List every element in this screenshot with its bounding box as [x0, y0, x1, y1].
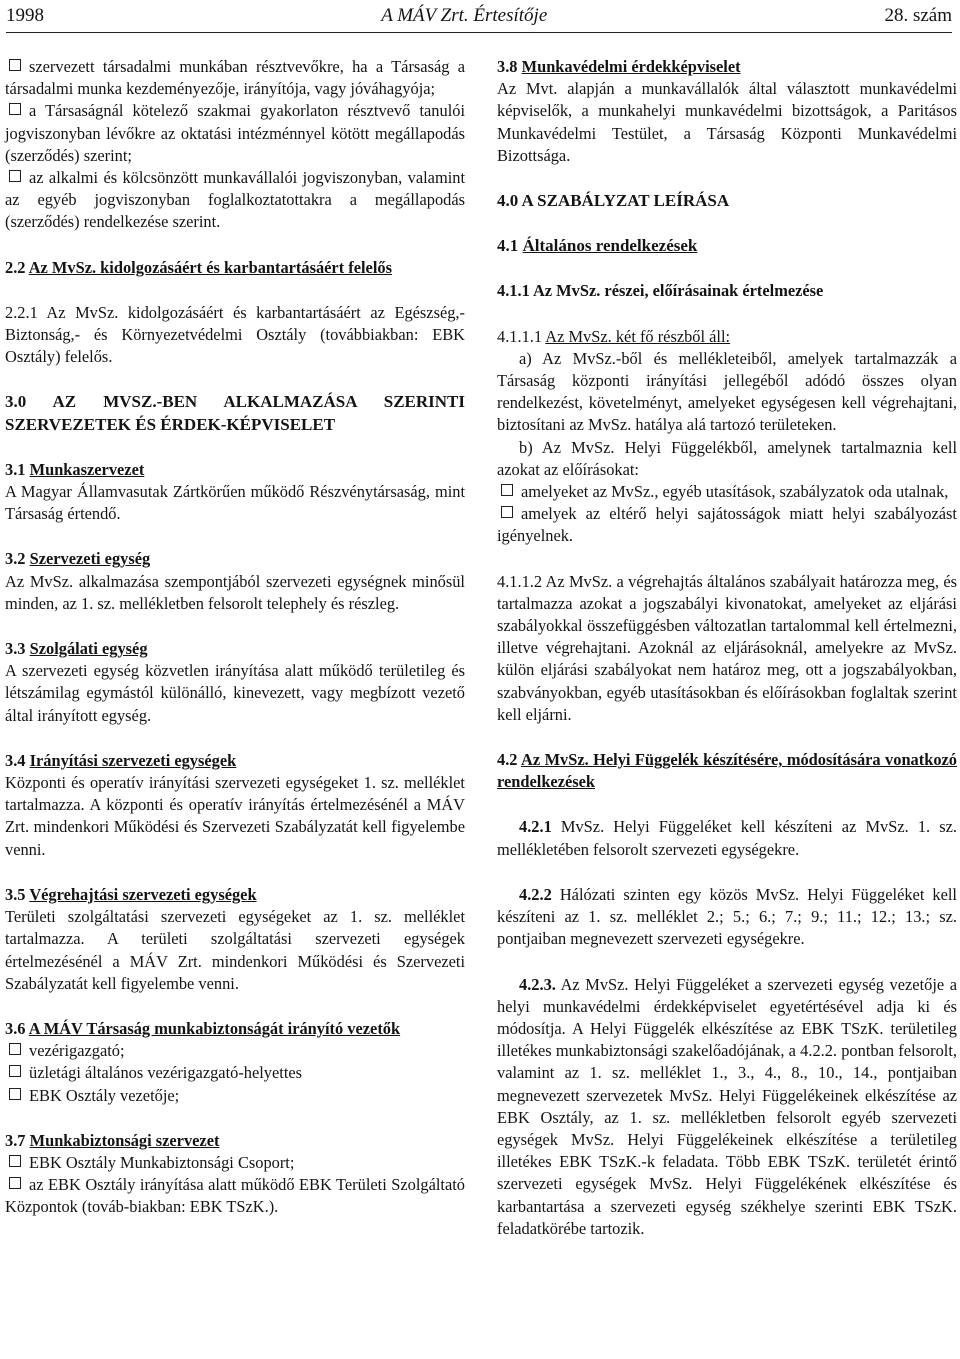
- bullet-list-scope: [5, 56, 465, 234]
- section-heading: 3.3 Szolgálati egység: [5, 639, 148, 659]
- paragraph: 4.2.3. Az MvSz. Helyi Függeléket a szervezeti egység vezetője a helyi munkavédelmi érdekképviselet egyetértésével adja ki és módosítja. A Helyi Függelék elkészítése az EBK TSzK. területileg illetékes munkabiztonsági szakelőadójának, a 4.2.2. pontban felsorolt, valamint az 1. sz. melléklet 1., 3., 4., 8., 10., 14., pontjaiban megnevezett szervezetek MvSz. Helyi Függelékeinek elkészítése az EBK Osztály, az 1. sz. mellékletben felsorolt egyéb szervezeti egységek MvSz. Helyi Függelékeinek elkészítése a területileg illetékes EBK TSzK.-k feladata. Több EBK TSzK. területét érintő szervezeti egységek MvSz. Helyi Függelékének elkészítése és karbantartása a szervezeti egység székhelye szerinti EBK TSzK. feladatkörébe tartozik.: [497, 974, 957, 1238]
- issue-number: 28. szám: [884, 5, 952, 26]
- paragraph: Területi szolgáltatási szervezeti egységeket az 1. sz. melléklet tartalmazza. A területi szolgáltatási szervezeti egységek értelmezésénél a MÁV Zrt. mindenkori Működési és Szervezeti Szabályzatát kell figyelembe venni.: [5, 907, 465, 993]
- section-3-0: [5, 391, 465, 435]
- checkbox-bullet-icon: [9, 170, 21, 182]
- checkbox-bullet-icon: [9, 1177, 21, 1189]
- page-number: 1998: [6, 5, 44, 26]
- section-4-1-1-1: [497, 326, 957, 548]
- paragraph: a) Az MvSz.-ből és mellékleteiből, amelyek tartalmazzák a Társaság központi irányítási jellegéből adódó összes olyan rendelkezést, követelményt, amelyeket egységesen kell végrehajtani, biztosítani az MvSz. hatálya alá tartozó területeken.: [497, 348, 957, 435]
- section-4-2: [497, 749, 957, 793]
- section-4-0: [497, 190, 957, 212]
- list-item: vezérigazgató;: [5, 1040, 465, 1062]
- list-item: amelyeket az MvSz., egyéb utasítások, szabályzatok oda utalnak,: [497, 481, 957, 503]
- section-heading: 4.2 Az MvSz. Helyi Függelék készítésére, módosítására vonatkozó rendelkezések: [497, 750, 957, 792]
- section-3-8: [497, 56, 957, 167]
- section-3-6: [5, 1018, 465, 1107]
- list-item: az alkalmi és kölcsönzött munkavállalói jogviszonyban, valamint az egyéb jogviszonyban foglalkoztatottakra a megállapodás (szerződés) rendelkezése szerint.: [5, 168, 465, 232]
- section-heading: 3.7 Munkabiztonsági szervezet: [5, 1130, 220, 1150]
- paragraph: 2.2.1 Az MvSz. kidolgozásáért és karbantartásáért az Egészség,- Biztonság,- és Környezetvédelmi Osztály (továbbiakban: EBK Osztály) felelős.: [5, 302, 465, 367]
- section-3-1: [5, 459, 465, 526]
- page-header: [6, 0, 952, 33]
- section-4-1-1: [497, 280, 957, 302]
- paragraph: 4.2.1 MvSz. Helyi Függeléket kell készíteni az MvSz. 1. sz. mellékletében felsorolt szervezeti egységekre.: [497, 817, 957, 859]
- section-heading: 4.1.1 Az MvSz. részei, előírásainak értelmezése: [497, 281, 824, 301]
- paragraph: 4.1.1.2 Az MvSz. a végrehajtás általános szabályait határozza meg, és tartalmazza azokat a jogszabályi kivonatokat, amelyeket az eljárási szabályokkal összefüggésben változatlan tartalommal kell értelmezni, illetve végrehajtani. Azoknál az eljárásoknál, amelyekre az MvSz. külön eljárási szabályokat nem határoz meg, ott a jogszabályokban, szabványokban, egyéb utasításokban és előírásokban foglaltak szerint kell eljárni.: [497, 571, 957, 724]
- paragraph: b) Az MvSz. Helyi Függelékből, amelynek tartalmaznia kell azokat az előírásokat:: [497, 437, 957, 479]
- list-item: üzletági általános vezérigazgató-helyettes: [5, 1062, 465, 1084]
- paragraph: Az MvSz. alkalmazása szempontjából szervezeti egységnek minősül minden, az 1. sz. mellékletben felsorolt telephely és részleg.: [5, 571, 465, 613]
- section-3-2: [5, 548, 465, 615]
- list-item: EBK Osztály vezetője;: [5, 1085, 465, 1107]
- section-heading: 3.5 Végrehajtási szervezeti egységek: [5, 884, 257, 904]
- checkbox-bullet-icon: [501, 506, 513, 518]
- checkbox-bullet-icon: [9, 1065, 21, 1077]
- section-heading: 3.8 Munkavédelmi érdekképviselet: [497, 57, 741, 76]
- paragraph: A Magyar Államvasutak Zártkörűen működő Részvénytársaság, mint Társaság értendő.: [5, 482, 465, 524]
- section-3-4: [5, 750, 465, 861]
- right-column: [497, 56, 957, 1263]
- paragraph: A szervezeti egység közvetlen irányítása alatt működő területileg és létszámilag egymástól különálló, kinevezett, vagy megbízott vezető által irányított egység.: [5, 661, 465, 725]
- left-column: [5, 56, 465, 1242]
- list-item: szervezett társadalmi munkában résztvevőkre, ha a Társaság a társadalmi munka kezdeményezője, irányítója, vagy jóváhagyója;: [5, 57, 465, 99]
- subsection-heading: 4.1.1.1 Az MvSz. két fő részből áll:: [497, 326, 731, 346]
- section-2-2-1: [5, 302, 465, 369]
- section-3-7: [5, 1130, 465, 1219]
- checkbox-bullet-icon: [9, 1088, 21, 1100]
- section-4-2-3: [497, 974, 957, 1240]
- section-3-3: [5, 638, 465, 727]
- section-4-1-1-2: [497, 571, 957, 726]
- section-4-2-1: [497, 816, 957, 860]
- paragraph: Az Mvt. alapján a munkavállalók által választott munkavédelmi képviselők, a munkahelyi munkavédelmi bizottságok, a Paritásos Munkavédelmi Testület, a Társaság Központi Munkavédelmi Bizottsága.: [497, 79, 957, 165]
- section-3-5: [5, 884, 465, 995]
- section-heading: 3.6 A MÁV Társaság munkabiztonságát irányító vezetők: [5, 1018, 401, 1038]
- checkbox-bullet-icon: [9, 1155, 21, 1167]
- checkbox-bullet-icon: [9, 1043, 21, 1055]
- paragraph: Központi és operatív irányítási szervezeti egységeket 1. sz. melléklet tartalmazza. A központi és operatív irányítás értelmezésénél a MÁV Zrt. mindenkori Működési és Szervezeti Szabályzatát kell figyelembe venni.: [5, 773, 465, 859]
- section-4-2-2: [497, 884, 957, 951]
- list-item: az EBK Osztály irányítása alatt működő EBK Területi Szolgáltató Központok (továb-biakban: EBK TSzK.).: [5, 1175, 465, 1217]
- list-item: a Társaságnál kötelező szakmai gyakorlaton résztvevő tanulói jogviszonyban lévőkre az oktatási intézménnyel kötött megállapodás (szerződés) szerint;: [5, 101, 465, 165]
- checkbox-bullet-icon: [9, 103, 21, 115]
- checkbox-bullet-icon: [501, 484, 513, 496]
- checkbox-bullet-icon: [9, 59, 21, 71]
- chapter-heading: 3.0 AZ MVSZ.-BEN ALKALMAZÁSA SZERINTI SZERVEZETEK ÉS ÉRDEK-KÉPVISELET: [5, 392, 465, 434]
- section-heading: 2.2 Az MvSz. kidolgozásáért és karbantartásáért felelős: [5, 257, 392, 277]
- section-heading: 4.1 Általános rendelkezések: [497, 236, 698, 256]
- section-2-2: [5, 257, 465, 279]
- publication-title: A MÁV Zrt. Értesítője: [381, 5, 548, 26]
- section-heading: 3.1 Munkaszervezet: [5, 459, 145, 479]
- section-heading: 3.4 Irányítási szervezeti egységek: [5, 750, 237, 770]
- section-heading: 3.2 Szervezeti egység: [5, 549, 151, 569]
- chapter-heading: 4.0 A SZABÁLYZAT LEÍRÁSA: [497, 191, 730, 211]
- section-4-1: [497, 235, 957, 257]
- paragraph: 4.2.2 Hálózati szinten egy közös MvSz. Helyi Függeléket kell készíteni az 1. sz. melléklet 2.; 5.; 6.; 7.; 9.; 11.; 12.; 13.; sz. pontjaiban megnevezett szervezeti egységekre.: [497, 884, 957, 949]
- list-item: amelyek az eltérő helyi sajátosságok miatt helyi szabályozást igényelnek.: [497, 504, 957, 546]
- list-item: EBK Osztály Munkabiztonsági Csoport;: [5, 1152, 465, 1174]
